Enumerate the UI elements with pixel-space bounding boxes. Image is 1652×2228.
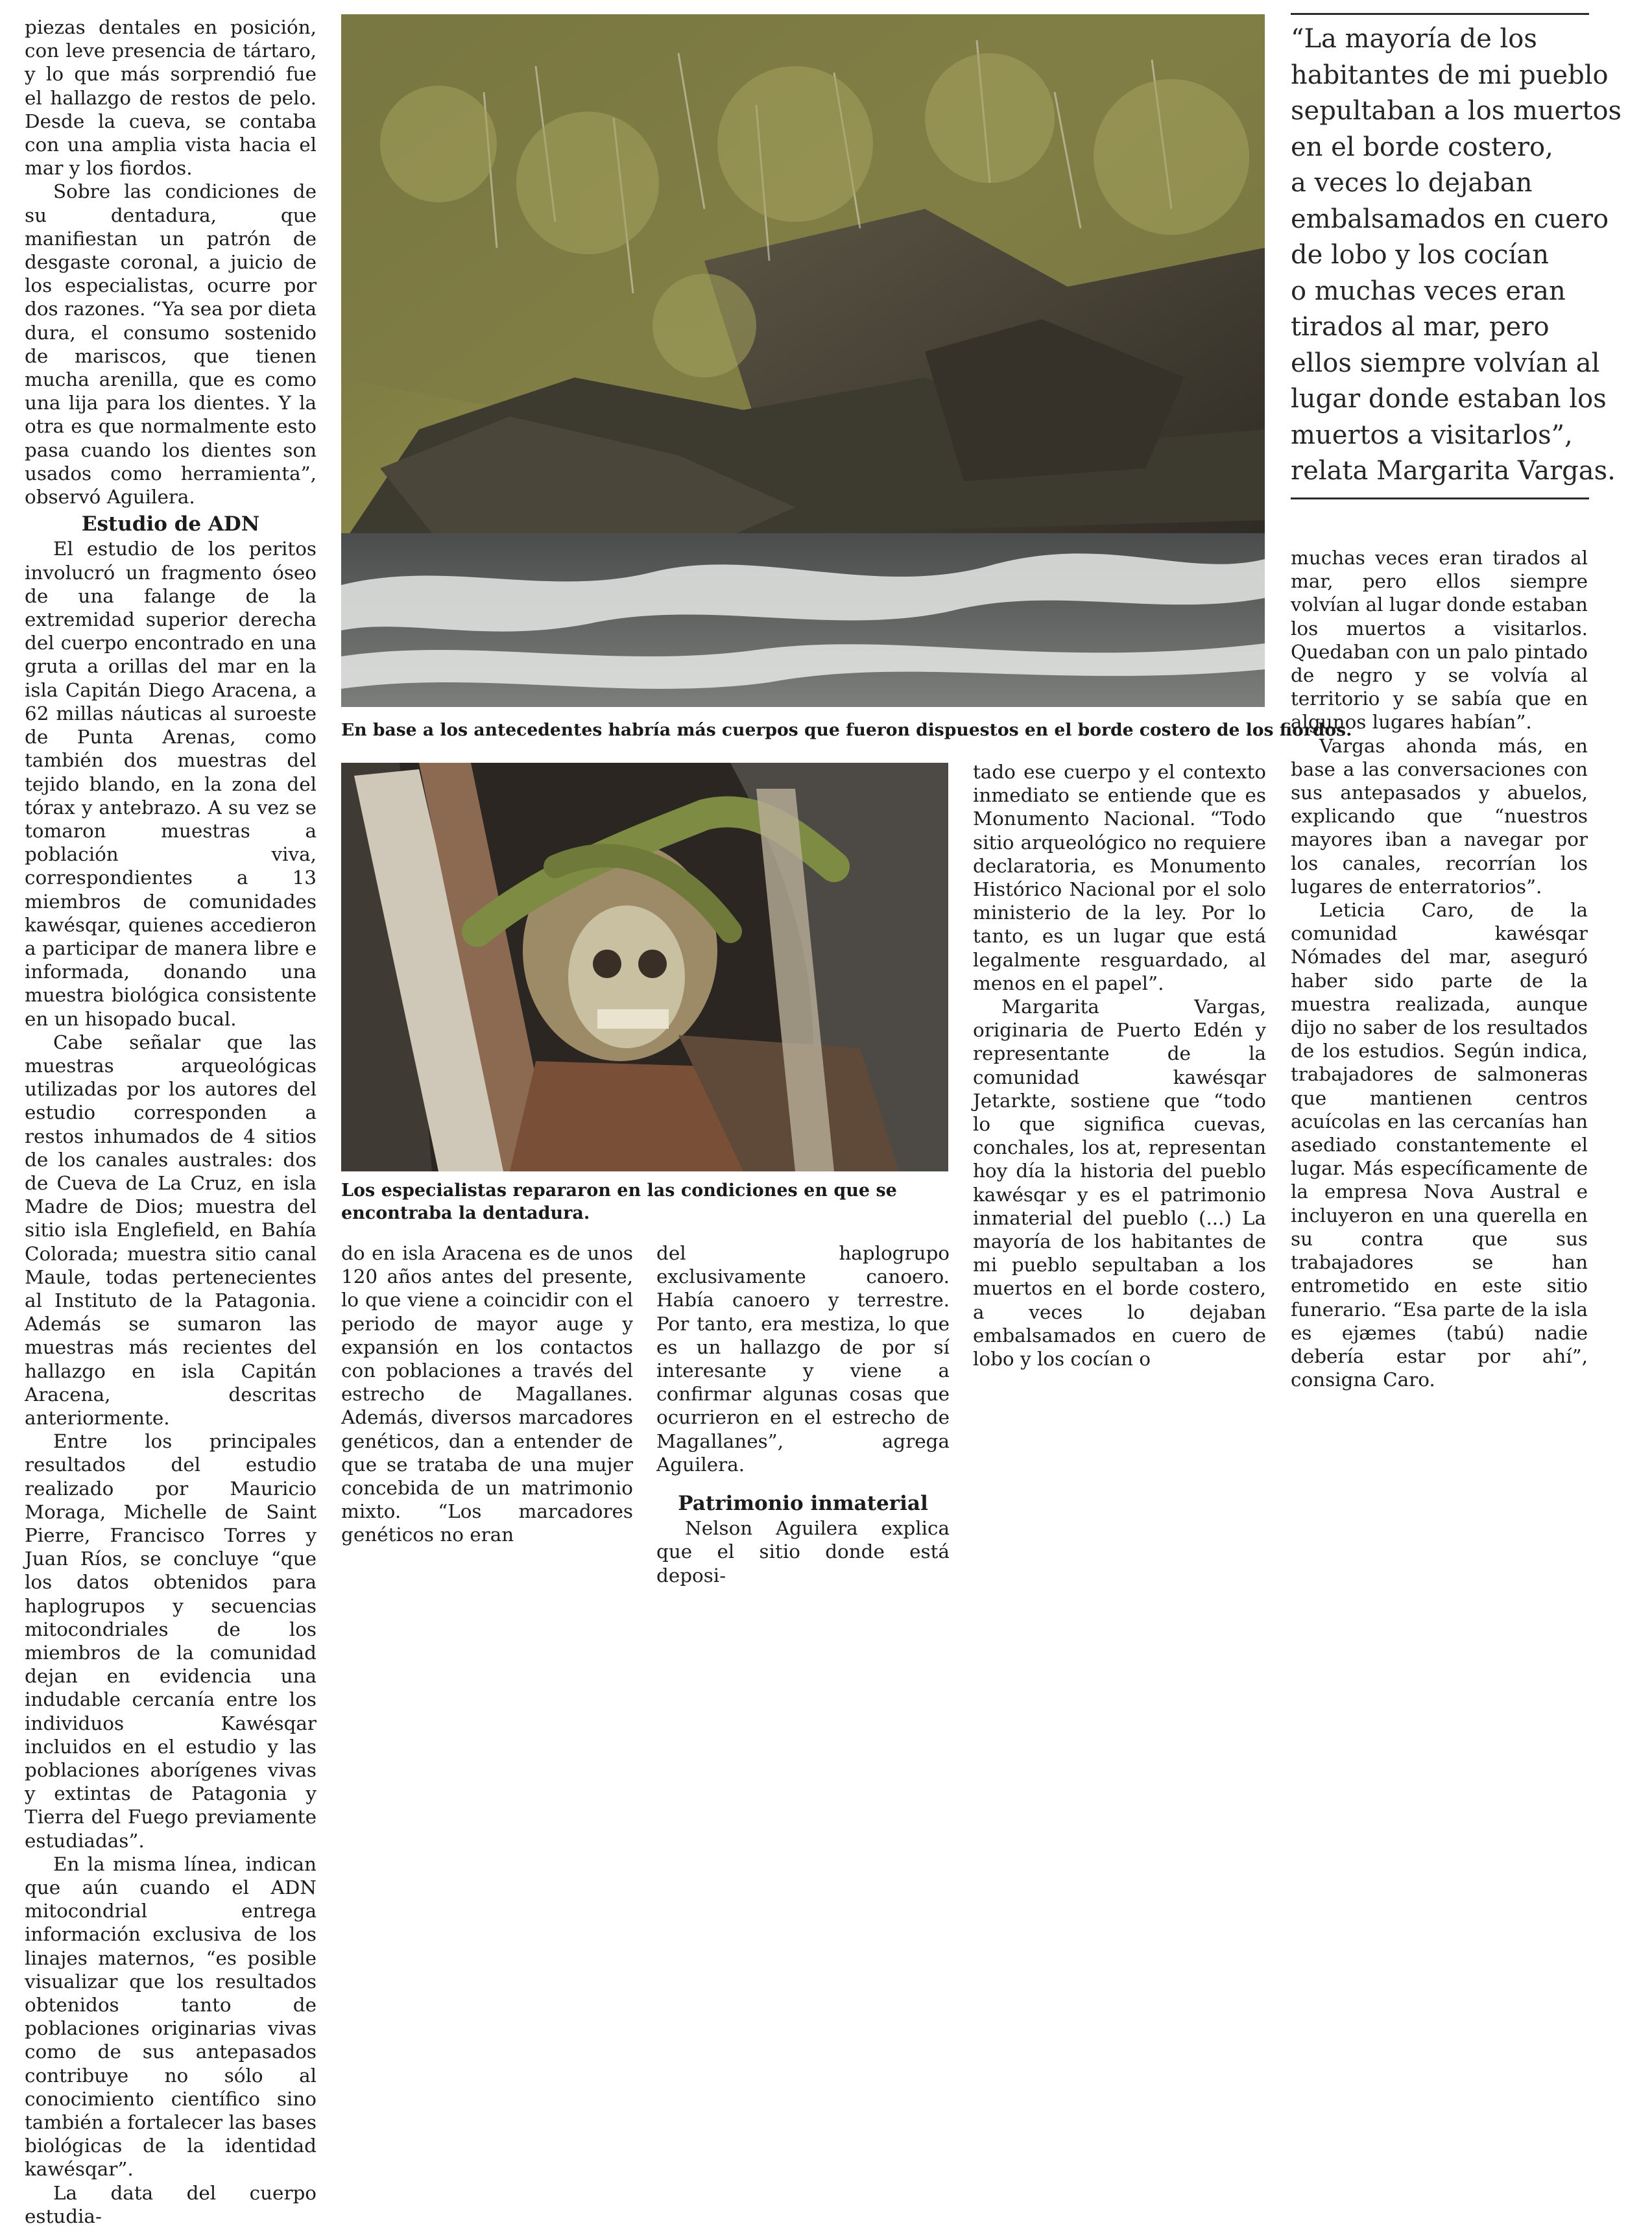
pull-quote-line: “La mayoría de los	[1291, 24, 1537, 54]
pull-quote-line: o muchas veces eran	[1291, 276, 1566, 306]
paragraph: El estudio de los peritos involucró un fragmento óseo de una falange de la extremidad superior derecha del cuerpo encontrado en una gruta a orillas del mar en la isla Capitán Diego Aracena, a 62 millas náuticas al suroeste de Punta Arenas, como también dos muestras del tejido blando, en la zona del tórax y antebrazo. A su vez se tomaron muestras a población viva, correspondientes a 13 miembros de comunidades kawésqar, quienes accedieron a participar de manera libre e informada, donando una muestra biológica consistente en un hisopado bucal.	[25, 538, 317, 1030]
pull-quote-line: relata Margarita Vargas.	[1291, 456, 1616, 486]
cave-caption: Los especialistas repararon en las condiciones en que se encontraba la dentadura.	[341, 1180, 897, 1223]
paragraph: Sobre las condiciones de su dentadura, que manifiestan un patrón de desgaste coronal, a juicio de los especialistas, ocurre por dos razones. “Ya sea por dieta dura, el consumo sostenido de mariscos, que tienen mucha arenilla, que es como una lija para los dientes. Y la otra es que normalmente esto pasa cuando los dientes son usados como herramienta”, observó Aguilera.	[25, 180, 317, 509]
pull-quote-line: tirados al mar, pero	[1291, 312, 1550, 342]
pull-quote-line: ellos siempre volvían al	[1291, 348, 1600, 378]
paragraph: piezas dentales en posición, con leve presencia de tártaro, y lo que más sorprendió fue el hallazgo de restos de pelo. Desde la cueva, se contaba con una amplia vista hacia el mar y los fiordos.	[25, 16, 317, 180]
paragraph: Entre los principales resultados del estudio realizado por Mauricio Moraga, Michelle de Saint Pierre, Francisco Torres y Juan Ríos, se concluye “que los datos obtenidos para haplogrupos y secuencias mitocondriales de los miembros de la comunidad dejan en evidencia una indudable cercanía entre los individuos Kawésqar incluidos en el estudio y las poblaciones aborígenes vivas y extintas de Patagonia y Tierra del Fuego previamente estudiadas”.	[25, 1430, 317, 1852]
paragraph: Margarita Vargas, originaria de Puerto Edén y representante de la comunidad kawésqar Jetarkte, sostiene que “todo lo que significa cuevas, conchales, los at, representan hoy día la historia del pueblo kawésqar y es el patrimonio inmaterial del pueblo (...) La mayoría de los habitantes de mi pueblo sepultaban a los muertos en el borde costero, a veces lo dejaban embalsamados en cuero de lobo y los cocían o	[973, 996, 1266, 1371]
paragraph: En la misma línea, indican que aún cuando el ADN mitocondrial entrega información exclusiva de los linajes maternos, “es posible visualizar que los resultados obtenidos tanto de poblaciones originarias vivas como de sus antepasados contribuye no sólo al conocimiento científico sino también a fortalecer las bases biológicas de la identidad kawésqar”.	[25, 1852, 317, 2181]
pull-quote-line: muertos a visitarlos”,	[1291, 420, 1573, 450]
fjord-caption: En base a los antecedentes habría más cuerpos que fueron dispuestos en el borde costero de los fiordos.	[341, 720, 1352, 740]
pull-quote-line: de lobo y los cocían	[1291, 240, 1549, 270]
pull-quote-line: sepultaban a los muertos	[1291, 96, 1622, 126]
paragraph: Leticia Caro, de la comunidad kawésqar Nómades del mar, aseguró haber sido parte de la muestra realizada, aunque dijo no saber de los resultados de los estudios. Según indica, trabajadores de salmoneras que mantienen centros acuícolas en las cercanías han asediado constantemente el lugar. Más específicamente de la empresa Nova Austral e incluyeron en una querella en su contra que sus trabajadores se han entrometido en este sitio funerario. “Esa parte de la isla es ejæmes (tabú) nadie debería estar por ahí”, consigna Caro.	[1291, 899, 1588, 1391]
paragraph: Nelson Aguilera explica que el sitio donde está deposi-	[656, 1517, 950, 1587]
paragraph: tado ese cuerpo y el contexto inmediato se entiende que es Monumento Nacional. “Todo sitio arqueológico no requiere declaratoria, es Monumento Histórico Nacional por el solo ministerio de la ley. Por lo tanto, es un lugar que está legalmente resguardado, al menos en el papel”.	[973, 761, 1266, 994]
pull-quote-line: lugar donde estaban los	[1291, 384, 1607, 414]
column-2	[341, 1241, 633, 1546]
section-heading-adn: Estudio de ADN	[81, 512, 260, 536]
fjord-coast-photo	[341, 14, 1265, 707]
cave-remains-image	[341, 763, 948, 1171]
pull-quote-line: habitantes de mi pueblo	[1291, 60, 1609, 90]
pull-quote	[1291, 13, 1622, 499]
column-5	[1291, 546, 1588, 1391]
pull-quote-line: embalsamados en cuero	[1291, 204, 1609, 234]
column-1	[25, 16, 317, 2227]
paragraph: Vargas ahonda más, en base a las conversaciones con sus antepasados y abuelos, explicando que “nuestros mayores iban a navegar por los canales, recorrían los lugares de enterratorios”.	[1291, 734, 1588, 898]
pull-quote-text	[1291, 21, 1622, 490]
pull-quote-line: en el borde costero,	[1291, 132, 1553, 162]
paragraph: La data del cuerpo estudia-	[25, 2181, 317, 2227]
paragraph: do en isla Aracena es de unos 120 años antes del presente, lo que viene a coincidir con el periodo de mayor auge y expansión en los contactos con poblaciones a través del estrecho de Magallanes. Además, diversos marcadores genéticos, dan a entender de que se trataba de una mujer concebida de un matrimonio mixto. “Los marcadores genéticos no eran	[341, 1242, 633, 1546]
pull-quote-line: a veces lo dejaban	[1291, 168, 1533, 198]
section-heading-patrimonio: Patrimonio inmaterial	[678, 1492, 928, 1516]
paragraph: muchas veces eran tirados al mar, pero ellos siempre volvían al lugar donde estaban los muertos a visitarlos. Quedaban con un palo pintado de negro y se volvía al territorio y se sabía que en algunos lugares habían”.	[1291, 547, 1588, 734]
column-4	[973, 760, 1266, 1370]
cave-remains-photo	[341, 763, 948, 1171]
column-3	[656, 1241, 950, 1587]
paragraph: del haplogrupo exclusivamente canoero. Había canoero y terrestre. Por tanto, era mestiza, lo que es un hallazgo de por sí interesante y viene a confirmar algunas cosas que ocurrieron en el estrecho de Magallanes”, agrega Aguilera.	[656, 1242, 950, 1476]
fjord-coast-image	[341, 14, 1265, 707]
paragraph: Cabe señalar que las muestras arqueológicas utilizadas por los autores del estudio corresponden a restos inhumados de 4 sitios de los canales australes: dos de Cueva de La Cruz, en isla Madre de Dios; muestra del sitio isla Englefield, en Bahía Colorada; muestra sitio canal Maule, todas pertenecientes al Instituto de la Patagonia. Además se sumaron las muestras más recientes del hallazgo en isla Capitán Aracena, descritas anteriormente.	[25, 1031, 317, 1429]
